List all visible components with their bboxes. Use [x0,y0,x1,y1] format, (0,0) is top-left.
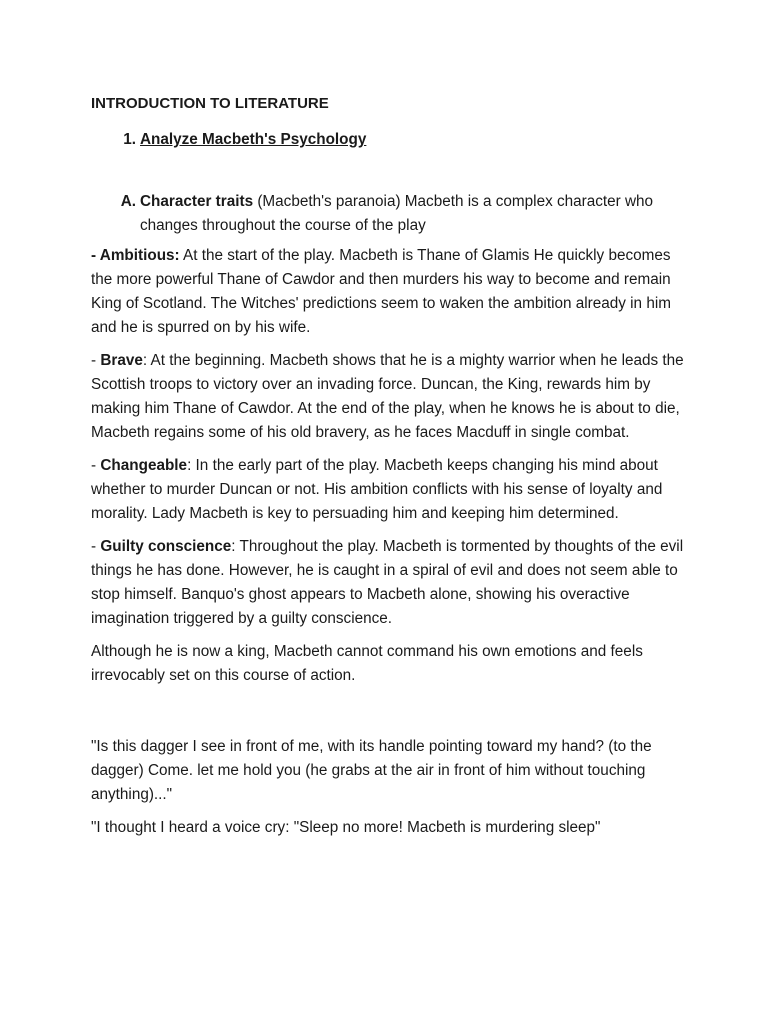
trait-prefix: - [91,352,101,369]
spacer [91,697,691,735]
trait-prefix: - [91,457,101,474]
trait-lead: Brave [100,352,143,369]
subsection-letter: A. [120,193,136,210]
quote-dagger: "Is this dagger I see in front of me, with its handle pointing toward my hand? (to the dagger) Come. let me hold you (he grabs at the air in front of him without touching anything)..." [91,738,652,803]
section-title: Analyze Macbeth's Psychology [140,131,367,148]
section-heading [91,128,691,152]
section-number: 1. [123,131,136,148]
trait-text: : At the beginning. Macbeth shows that he is a mighty warrior when he leads the Scottish troops to victory over an invading force. Duncan, the King, rewards him by making him Thane of Cawdor. At the end of the play, when he knows he is about to die, Macbeth regains some of his old bravery, as he faces Macduff in single combat. [91,352,684,441]
trait-lead: Guilty conscience [100,538,232,555]
document-title: INTRODUCTION TO LITERATURE [91,95,329,112]
trait-text: At the start of the play. Macbeth is Thane of Glamis He quickly becomes the more powerful Thane of Cawdor and then murders his way to become and remain King of Scotland. The Witches' predictions seem to waken the ambition already in him and he is spurred on by his wife. [91,247,671,336]
trait-text: : In the early part of the play. Macbeth keeps changing his mind about whether to murder Duncan or not. His ambition conflicts with his sense of loyalty and morality. Lady Macbeth is key to persuading him and keeping him determined. [91,457,663,522]
trait-text: : Throughout the play. Macbeth is tormented by thoughts of the evil things he has done. However, he is caught in a spiral of evil and does not seem able to stop himself. Banquo's ghost appears to Macbeth alone, showing his overactive imagination triggered by a guilty conscience. [91,538,684,627]
trait-lead: - Ambitious: [91,247,180,264]
closing-paragraph: Although he is now a king, Macbeth cannot command his own emotions and feels irrevocably set on this course of action. [91,643,643,684]
trait-paragraph-guilty-conscience [91,535,691,631]
trait-paragraph-changeable [91,454,691,526]
document-content [91,92,691,849]
subsection-text: (Macbeth's paranoia) Macbeth is a complex character who changes throughout the course of the play [140,193,654,234]
trait-paragraph-ambitious [91,244,691,340]
trait-paragraph-brave [91,349,691,445]
subsection-lead: Character traits [140,193,254,210]
trait-prefix: - [91,538,101,555]
subsection-heading [91,190,691,238]
subsection-body [136,190,691,238]
quote-sleep: "I thought I heard a voice cry: "Sleep no more! Macbeth is murdering sleep" [91,819,601,836]
trait-lead: Changeable [100,457,188,474]
